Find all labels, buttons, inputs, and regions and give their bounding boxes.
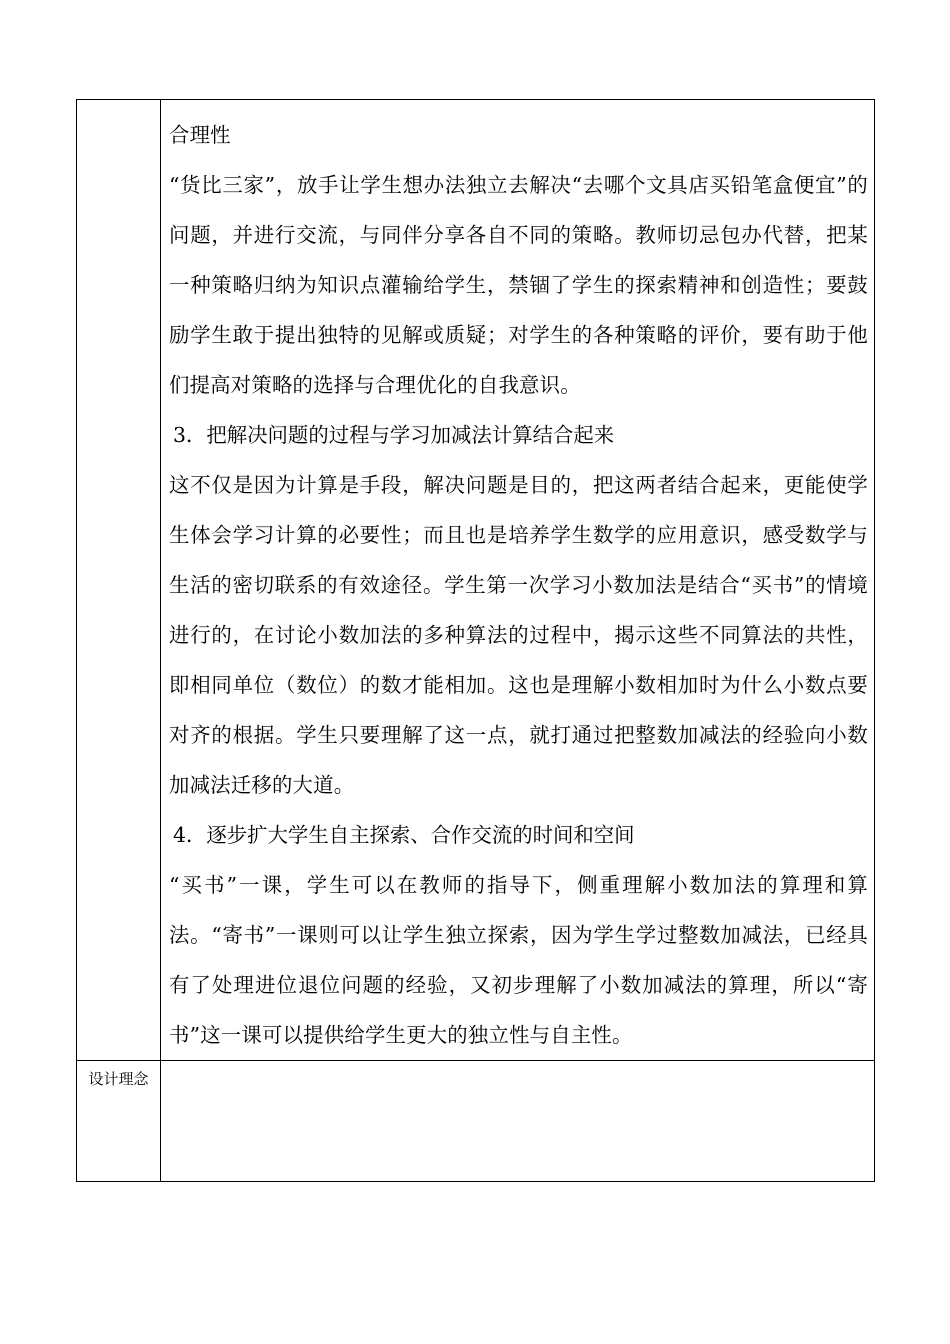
design-concept-label: 设计理念 (77, 1061, 161, 1182)
heading-point-3: 3．把解决问题的过程与学习加减法计算结合起来 (173, 423, 615, 447)
design-concept-row (77, 1061, 875, 1182)
content-cell (161, 100, 875, 1061)
design-concept-content (161, 1061, 875, 1182)
content-label-cell (77, 100, 161, 1061)
paragraph-rationality: 合理性 (169, 123, 231, 147)
paragraph-combine-calculation: 这不仅是因为计算是手段，解决问题是目的，把这两者结合起来，更能使学生体会学习计算的必要性；而且也是培养学生数学的应用意识，感受数学与生活的密切联系的有效途径。学生第一次学习小数加法是结合“买书”的情境进行的，在讨论小数加法的多种算法的过程中，揭示这些不同算法的共性，即相同单位（数位）的数才能相加。这也是理解小数相加时为什么小数点要对齐的根据。学生只要理解了这一点，就打通过把整数加减法的经验向小数加减法迁移的大道。 (169, 473, 868, 797)
paragraph-compare-shops: “货比三家”，放手让学生想办法独立去解决“去哪个文具店买铅笔盒便宜”的问题，并进行交流，与同伴分享各自不同的策略。教师切忌包办代替，把某一种策略归纳为知识点灌输给学生，禁锢了学生的探索精神和创造性；要鼓励学生敢于提出独特的见解或质疑；对学生的各种策略的评价，要有助于他们提高对策略的选择与合理优化的自我意识。 (169, 173, 868, 397)
heading-point-4: 4．逐步扩大学生自主探索、合作交流的时间和空间 (173, 823, 635, 847)
paragraph-buy-mail-books: “买书”一课，学生可以在教师的指导下，侧重理解小数加法的算理和算法。“寄书”一课则可以让学生独立探索，因为学生学过整数加减法，已经具有了处理进位退位问题的经验，又初步理解了小数加减法的算理，所以“寄书”这一课可以提供给学生更大的独立性与自主性。 (169, 873, 868, 1047)
content-row (77, 100, 875, 1061)
lesson-plan-table (76, 99, 875, 1182)
